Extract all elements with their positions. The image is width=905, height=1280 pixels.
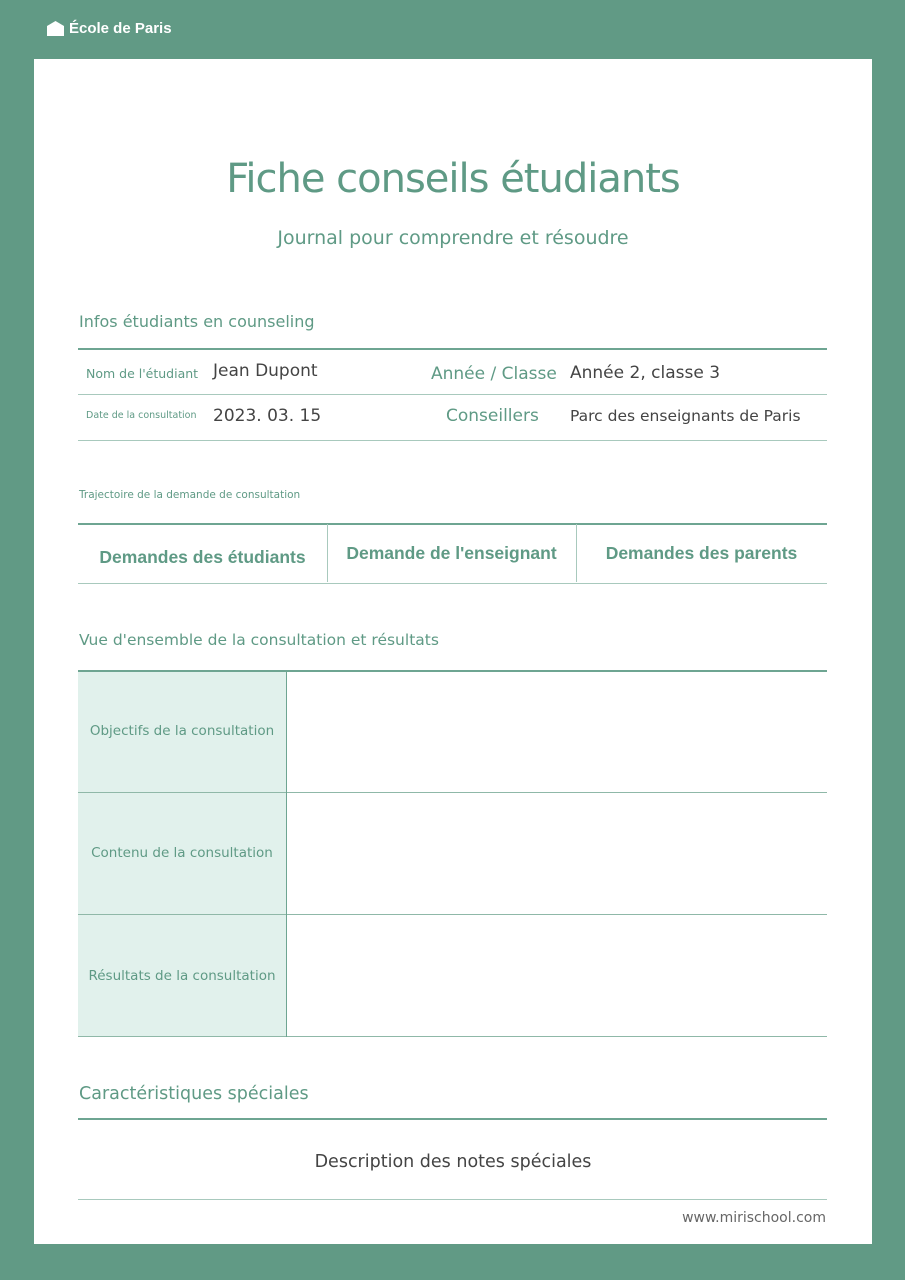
overview-row-divider	[78, 914, 827, 915]
overview-row-divider	[78, 792, 827, 793]
student-info-mid-rule	[78, 394, 827, 395]
class-label: Année / Classe	[431, 364, 557, 384]
overview-bottom-rule	[78, 1036, 827, 1037]
student-name-value[interactable]: Jean Dupont	[213, 361, 318, 381]
student-info-heading: Infos étudiants en counseling	[79, 312, 315, 331]
overview-content-field[interactable]	[287, 793, 827, 914]
student-info-top-rule	[78, 348, 827, 350]
counseling-sheet	[34, 59, 872, 1244]
trajectory-teacher-request[interactable]: Demande de l'enseignant	[346, 542, 557, 563]
overview-column-divider	[286, 670, 287, 1037]
footer-website: www.mirischool.com	[682, 1210, 826, 1226]
school-building-icon	[46, 20, 65, 37]
special-heading: Caractéristiques spéciales	[79, 1084, 309, 1104]
trajectory-heading: Trajectoire de la demande de consultation	[79, 489, 301, 501]
special-notes-description[interactable]: Description des notes spéciales	[314, 1152, 592, 1172]
overview-heading: Vue d'ensemble de la consultation et résultats	[79, 631, 439, 649]
class-value[interactable]: Année 2, classe 3	[570, 363, 721, 383]
overview-goals-field[interactable]	[287, 671, 827, 791]
overview-goals-label: Objectifs de la consultation	[89, 723, 275, 739]
special-bottom-rule	[78, 1199, 827, 1200]
brand-name: École de Paris	[69, 20, 172, 37]
consultation-date-value[interactable]: 2023. 03. 15	[213, 406, 322, 426]
special-top-rule	[78, 1118, 827, 1120]
brand-logo	[46, 20, 172, 37]
counselor-value[interactable]: Parc des enseignants de Paris	[570, 407, 801, 425]
overview-content-label: Contenu de la consultation	[91, 845, 273, 861]
overview-results-field[interactable]	[287, 916, 827, 1036]
student-info-bottom-rule	[78, 440, 827, 441]
page-subtitle: Journal pour comprendre et résoudre	[277, 227, 629, 249]
trajectory-table	[78, 524, 827, 582]
overview-results-label: Résultats de la consultation	[88, 968, 276, 984]
trajectory-parent-requests[interactable]: Demandes des parents	[605, 542, 798, 563]
student-name-label: Nom de l'étudiant	[86, 366, 199, 381]
overview-table	[78, 670, 827, 1037]
trajectory-bottom-rule	[78, 583, 827, 584]
trajectory-student-requests[interactable]: Demandes des étudiants	[99, 546, 306, 567]
overview-top-rule	[78, 670, 827, 672]
counselor-label: Conseillers	[446, 406, 539, 426]
consultation-date-label: Date de la consultation	[86, 410, 197, 421]
page-title: Fiche conseils étudiants	[226, 156, 680, 202]
